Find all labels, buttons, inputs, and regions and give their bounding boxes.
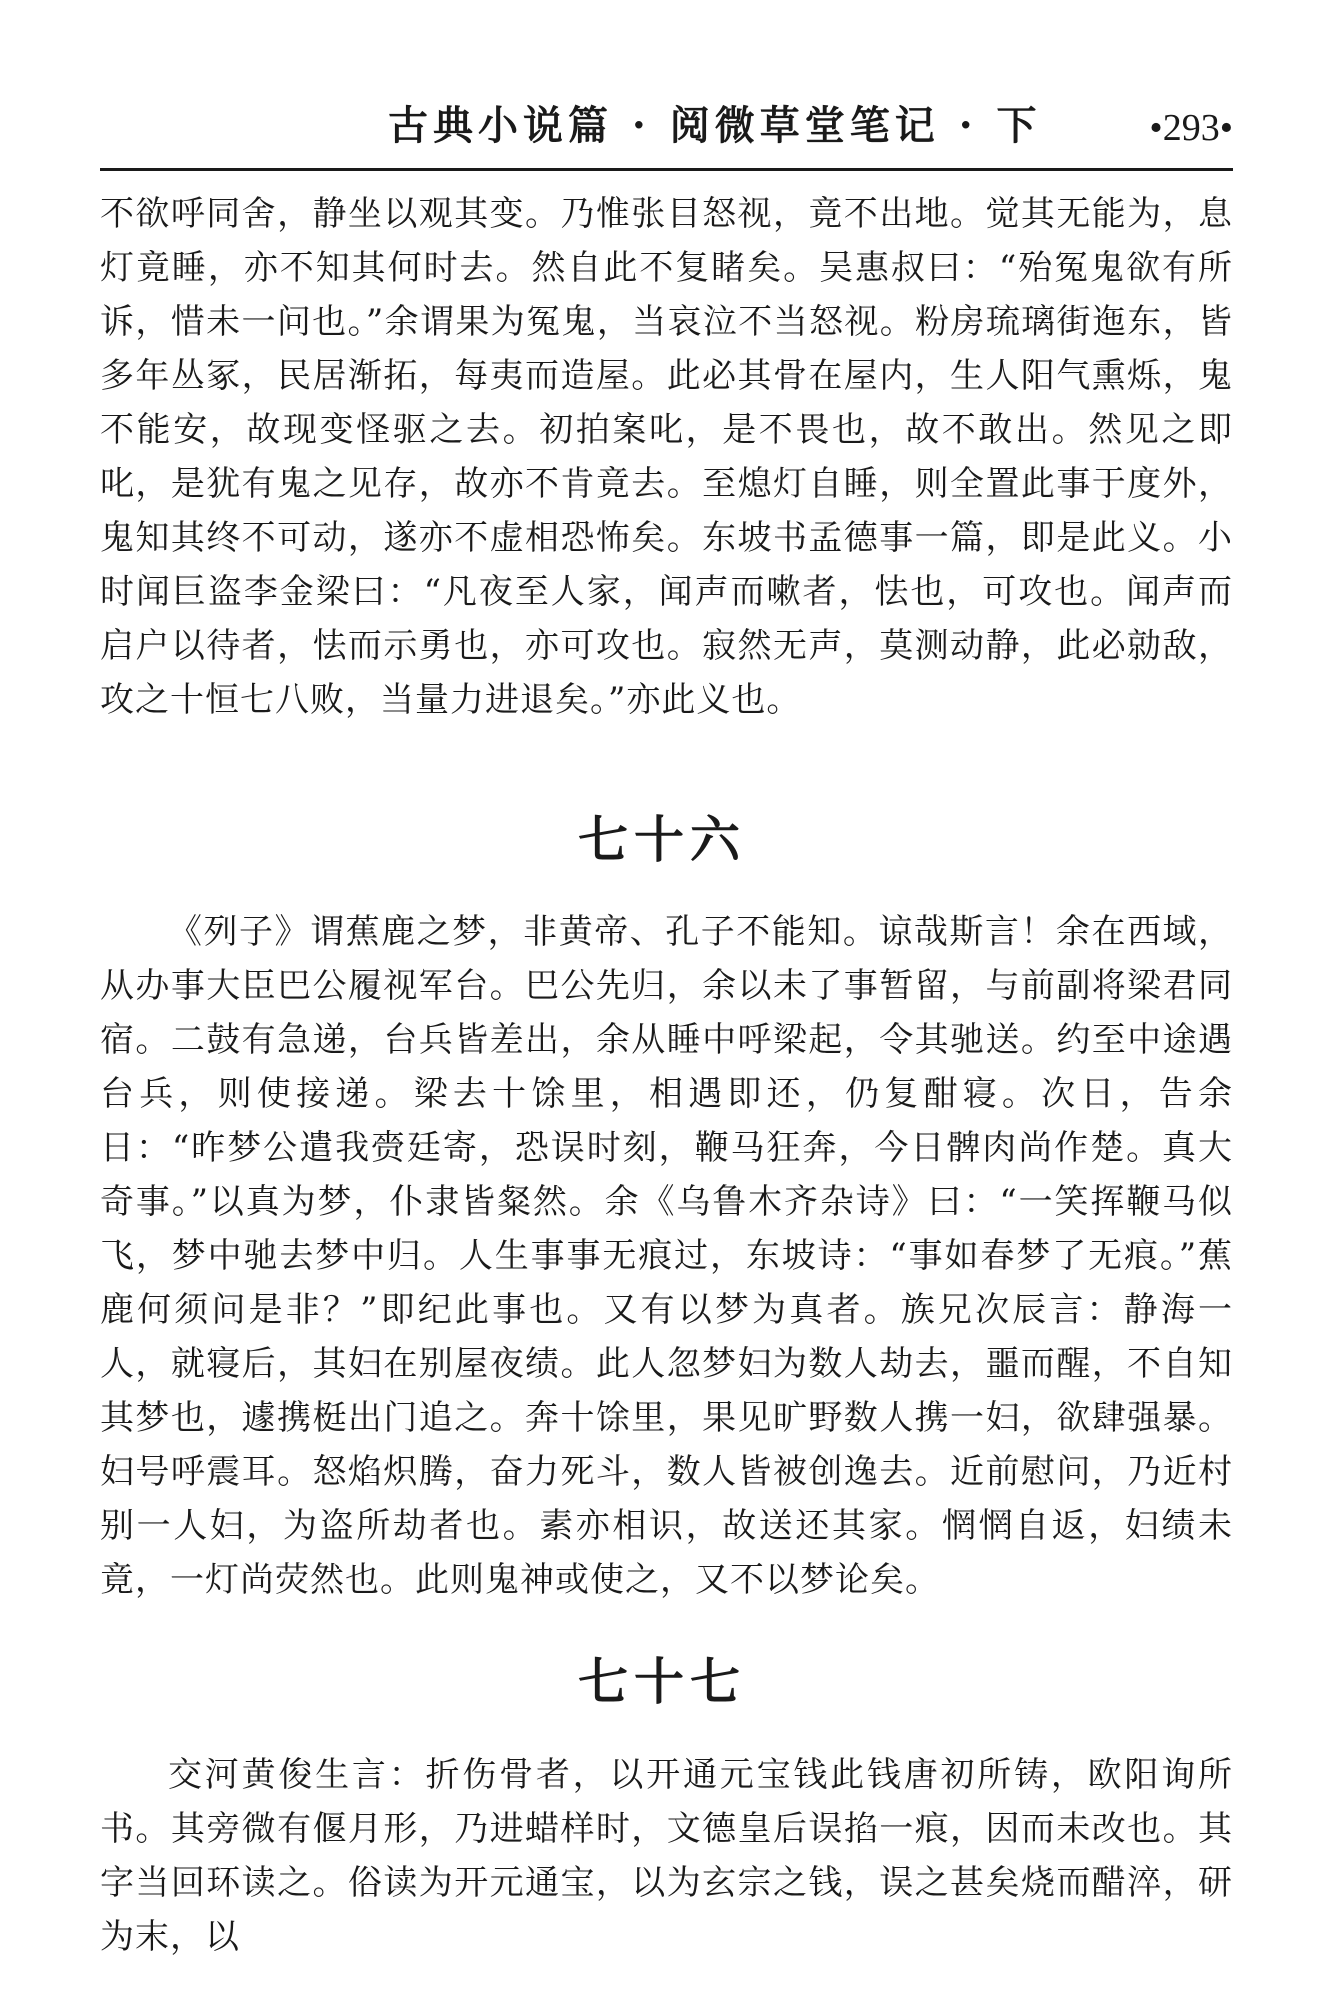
continued-paragraph: 不欲呼同舍，静坐以观其变。乃惟张目怒视，竟不出地。觉其无能为，息灯竟睡，亦不知其何时去。然自此不复睹矣。吴惠叔曰：“殆冤鬼欲有所诉，惜未一问也。”余谓果为冤鬼，当哀泣不当怒视。粉房琉璃街迤东，皆多年丛冢，民居渐拓，每夷而造屋。此必其骨在屋内，生人阳气熏烁，鬼不能安，故现变怪驱之去。初拍案叱，是不畏也，故不敢出。然见之即叱，是犹有鬼之见存，故亦不肯竟去。至熄灯自睡，则全置此事于度外，鬼知其终不可动，遂亦不虚相恐怖矣。东坡书孟德事一篇，即是此义。小时闻巨盗李金梁曰：“凡夜至人家，闻声而嗽者，怯也，可攻也。闻声而启户以待者，怯而示勇也，亦可攻也。寂然无声，莫测动静，此必勍敌，攻之十恒七八败，当量力进退矣。”亦此义也。 — [100, 194, 1233, 720]
section-77-body: 交河黄俊生言：折伤骨者，以开通元宝钱此钱唐初所铸，欧阳询所书。其旁微有偃月形，乃进蜡样时，文德皇后误掐一痕，因而未改也。其字当回环读之。俗读为开元通宝，以为玄宗之钱，误之甚矣烧而醋淬，研为末，以 — [100, 1755, 1233, 1957]
section-heading-76: 七十六 — [578, 810, 746, 869]
page-number: •293• — [1149, 107, 1233, 149]
section-heading-77: 七十七 — [578, 1652, 746, 1711]
running-header — [100, 96, 1233, 156]
running-header-title: 古典小说篇 · 阅微草堂笔记 · 下 — [388, 102, 1042, 149]
section-76-body: 《列子》谓蕉鹿之梦，非黄帝、孔子不能知。谅哉斯言！余在西域，从办事大臣巴公履视军台。巴公先归，余以未了事暂留，与前副将梁君同宿。二鼓有急递，台兵皆差出，余从睡中呼梁起，令其驰送。约至中途遇台兵，则使接递。梁去十馀里，相遇即还，仍复酣寝。次日，告余日：“昨梦公遣我赍廷寄，恐误时刻，鞭马狂奔，今日髀肉尚作楚。真大奇事。”以真为梦，仆隶皆粲然。余《乌鲁木齐杂诗》曰：“一笑挥鞭马似飞，梦中驰去梦中归。人生事事无痕过，东坡诗：“事如春梦了无痕。”蕉鹿何须问是非？”即纪此事也。又有以梦为真者。族兄次辰言：静海一人，就寝后，其妇在别屋夜绩。此人忽梦妇为数人劫去，噩而醒，不自知其梦也，遽携梃出门追之。奔十馀里，果见旷野数人携一妇，欲肆强暴。妇号呼震耳。怒焰炽腾，奋力死斗，数人皆被创逸去。近前慰问，乃近村别一人妇，为盗所劫者也。素亦相识，故送还其家。惘惘自返，妇绩未竟，一灯尚荧然也。此则鬼神或使之，又不以梦论矣。 — [100, 912, 1233, 1600]
header-rule — [100, 168, 1233, 171]
